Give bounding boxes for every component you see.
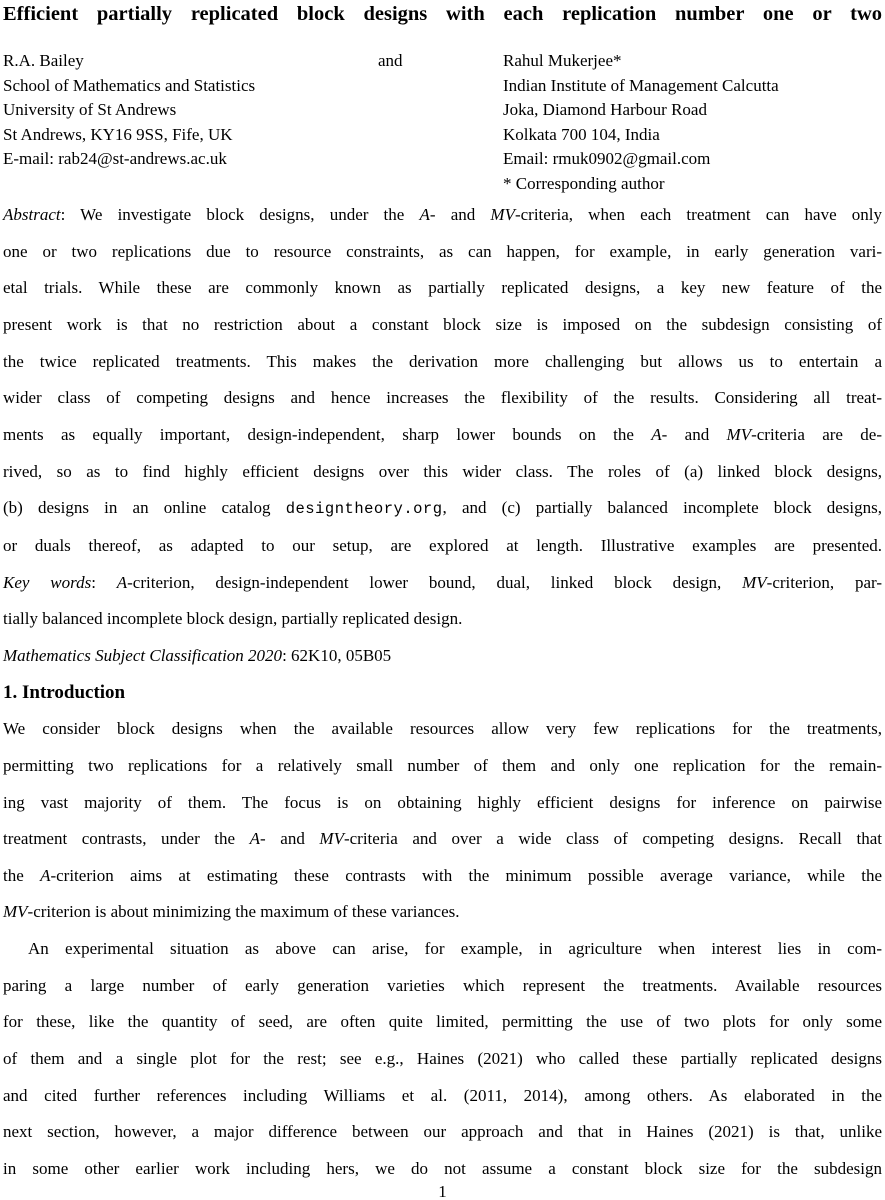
text-run: - and: [429, 205, 491, 224]
text-run: next section, however, a major difference between our approach and that in Haines (2021) is that, unlike: [3, 1122, 882, 1142]
author-block: [3, 49, 882, 197]
text-run: : We investigate block designs, under the: [60, 205, 420, 224]
text-line: [3, 565, 882, 602]
text-line: [3, 1004, 882, 1041]
text-line: [3, 344, 882, 381]
text-line: [3, 417, 882, 454]
italic-text-run: A: [249, 829, 261, 849]
text-run: Email: rmuk0902@gmail.com: [503, 149, 711, 169]
author-left-column: [3, 49, 255, 172]
text-line: [3, 968, 882, 1005]
italic-text-run: MV: [742, 572, 767, 592]
text-line: [3, 147, 255, 172]
text-run: treatment contrasts, under the: [3, 829, 250, 849]
text-run: ing vast majority of them. The focus is on obtaining highly efficient designs for inference on pairwise: [3, 792, 882, 812]
text-line: [3, 528, 882, 565]
italic-text-run: A: [651, 424, 662, 444]
text-line: [3, 49, 255, 74]
text-line: [3, 858, 882, 895]
text-run: Rahul Mukerjee*: [503, 51, 622, 70]
text-line: [3, 454, 882, 491]
text-run: present work is that no restriction about a constant block size is imposed on the subdesign consisting of: [3, 314, 882, 334]
text-run: -criterion aims at estimating these contrasts with the minimum possible average variance, while the: [50, 865, 882, 885]
text-line: [3, 307, 882, 344]
text-run: and cited further references including Williams et al. (2011, 2014), among others. As elaborated in the: [3, 1085, 882, 1105]
intro-paragraph-1: [3, 711, 882, 931]
text-line: [3, 821, 882, 858]
text-run: -criteria and over a wide class of competing designs. Recall that: [343, 829, 882, 849]
text-run: ments as equally important, design-independent, sharp lower bounds on the: [3, 424, 652, 444]
text-run: etal trials. While these are commonly known as partially replicated designs, a key new feature of the: [3, 278, 882, 298]
italic-text-run: MV: [319, 829, 344, 849]
text-run: E-mail: rab24@st-andrews.ac.uk: [3, 149, 227, 169]
text-run: An experimental situation as above can arise, for example, in agriculture when interest lies in com-: [28, 939, 882, 959]
text-line: [3, 74, 255, 99]
text-run: :: [91, 572, 117, 592]
text-line: [3, 98, 255, 123]
section-heading-introduction: [3, 675, 882, 712]
text-line: [3, 490, 882, 528]
text-run: , and (c) partially balanced incomplete block designs,: [442, 498, 882, 518]
text-run: the twice replicated treatments. This makes the derivation more challenging but allows us to entertain a: [3, 351, 882, 371]
bold-text-run: 1. Introduction: [3, 681, 126, 703]
text-line: [3, 1041, 882, 1078]
page-number: 1: [438, 1182, 447, 1200]
text-run: one or two replications due to resource constraints, as can happen, for example, in early generation vari-: [3, 241, 882, 261]
text-line: [3, 1114, 882, 1151]
text-run: -criteria, when each treatment can have only: [514, 205, 882, 224]
text-line: [503, 98, 779, 123]
intro-paragraph-2: [3, 931, 882, 1188]
text-run: in some other earlier work including hers, we do not assume a constant block size for the subdesign: [3, 1159, 882, 1179]
text-run: Joka, Diamond Harbour Road: [503, 100, 707, 120]
text-run: We consider block designs when the available resources allow very few replications for the treatments,: [3, 719, 882, 739]
text-line: [3, 785, 882, 822]
text-line: [503, 74, 779, 99]
text-run: paring a large number of early generation varieties which represent the treatments. Available resources: [3, 975, 882, 995]
text-run: -criteria are de-: [751, 424, 882, 444]
italic-text-run: MV: [726, 424, 752, 444]
text-line: [3, 197, 882, 234]
italic-text-run: Key words: [3, 572, 92, 592]
text-run: : 62K10, 05B05: [282, 645, 392, 665]
italic-text-run: Mathematics Subject Classification 2020: [3, 645, 283, 665]
text-line: [503, 49, 779, 74]
monospace-text-run: designtheory.org: [285, 500, 443, 519]
italic-text-run: A: [419, 205, 430, 224]
italic-text-run: A: [116, 572, 128, 592]
text-line: [3, 123, 255, 148]
text-run: for these, like the quantity of seed, are often quite limited, permitting the use of two plots for only some: [3, 1012, 882, 1032]
text-run: Kolkata 700 104, India: [503, 124, 660, 144]
text-run: the: [3, 865, 41, 885]
author-connector: and: [378, 51, 403, 70]
italic-text-run: MV: [490, 205, 515, 224]
text-run: or duals thereof, as adapted to our setup, are explored at length. Illustrative examples are presented.: [3, 535, 882, 555]
text-run: tially balanced incomplete block design, partially replicated design.: [3, 609, 463, 629]
text-run: Indian Institute of Management Calcutta: [503, 75, 779, 95]
text-line: [503, 172, 779, 197]
text-line: [3, 711, 882, 748]
abstract-section: [3, 197, 882, 565]
text-line: [3, 380, 882, 417]
text-run: -criterion, design-independent lower bound, dual, linked block design,: [127, 572, 743, 592]
text-run: -criterion is about minimizing the maximum of these variances.: [27, 902, 460, 922]
text-line: [503, 147, 779, 172]
paper-title: Efficient partially replicated block designs with each replication number one or two: [3, 3, 882, 25]
text-run: -criterion, par-: [766, 572, 882, 592]
italic-text-run: A: [40, 865, 51, 885]
text-run: St Andrews, KY16 9SS, Fife, UK: [3, 124, 233, 144]
text-line: [3, 931, 882, 968]
text-line: [3, 675, 882, 712]
text-line: [3, 1078, 882, 1115]
text-run: (b) designs in an online catalog: [3, 498, 286, 518]
italic-text-run: Abstract: [3, 205, 61, 224]
text-run: of them and a single plot for the rest; see e.g., Haines (2021) who called these partially replicated designs: [3, 1049, 882, 1069]
text-line: [3, 234, 882, 271]
italic-text-run: MV: [3, 902, 28, 922]
text-run: permitting two replications for a relatively small number of them and only one replication for the remain-: [3, 755, 882, 775]
text-run: * Corresponding author: [503, 173, 665, 193]
text-line: [3, 601, 882, 638]
text-run: wider class of competing designs and hence increases the flexibility of the results. Considering all treat-: [3, 388, 882, 408]
text-run: - and: [661, 424, 727, 444]
text-line: [3, 748, 882, 785]
keywords-section: [3, 565, 882, 638]
text-line: [503, 123, 779, 148]
text-line: [3, 270, 882, 307]
text-run: R.A. Bailey: [3, 51, 84, 70]
author-right-column: [503, 49, 779, 197]
text-run: University of St Andrews: [3, 100, 177, 120]
text-run: School of Mathematics and Statistics: [3, 75, 256, 95]
text-run: - and: [260, 829, 320, 849]
text-run: rived, so as to find highly efficient designs over this wider class. The roles of (a) linked block designs,: [3, 461, 882, 481]
text-line: [3, 638, 882, 675]
msc-section: [3, 638, 882, 675]
text-line: [3, 894, 882, 931]
